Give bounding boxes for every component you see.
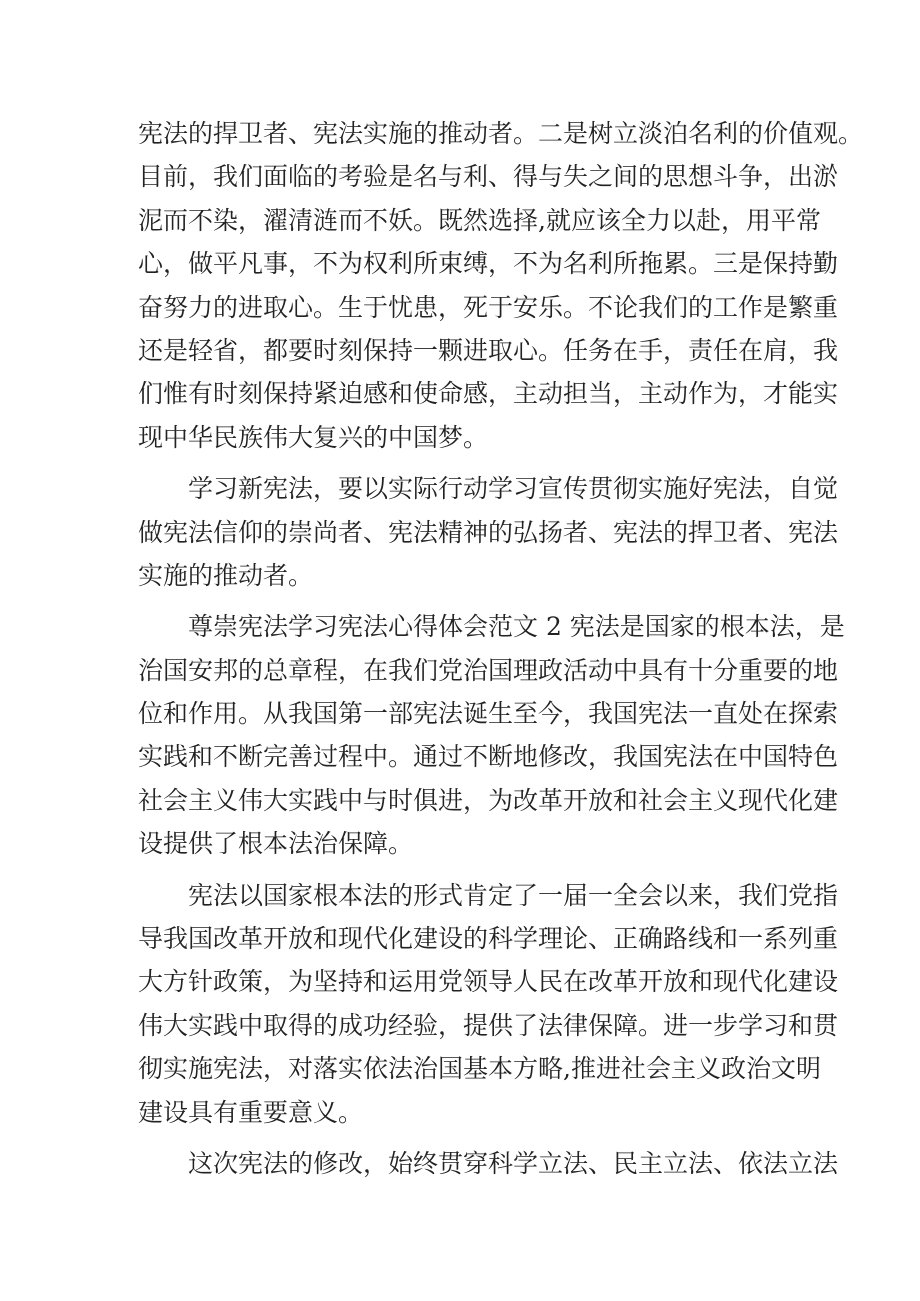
paragraph-line: 大方针政策，为坚持和运用党领导人民在改革开放和现代化建设 xyxy=(138,967,839,997)
paragraph xyxy=(138,467,839,597)
paragraph-line: 心，做平凡事，不为权利所束缚，不为名利所拖累。三是保持勤 xyxy=(138,249,839,279)
paragraph xyxy=(138,874,839,1134)
paragraph-line: 治国安邦的总章程，在我们党治国理政活动中具有十分重要的地 xyxy=(138,655,839,685)
paragraph-gap xyxy=(138,866,790,874)
paragraph-line: 设提供了根本法治保障。 xyxy=(138,829,414,859)
paragraph xyxy=(138,112,864,459)
paragraph-line: 宪法以国家根本法的形式肯定了一届一全会以来，我们党指 xyxy=(188,880,839,910)
paragraph-gap xyxy=(138,459,790,467)
paragraph-line: 学习新宪法，要以实际行动学习宣传贯彻实施好宪法，自觉 xyxy=(188,474,839,504)
paragraph-line: 宪法的捍卫者、宪法实施的推动者。二是树立淡泊名利的价值观。 xyxy=(138,119,864,148)
paragraph-line: 奋努力的进取心。生于忧患，死于安乐。不论我们的工作是繁重 xyxy=(138,292,839,322)
paragraph-line: 建设具有重要意义。 xyxy=(138,1097,364,1127)
paragraph-line: 位和作用。从我国第一部宪法诞生至今，我国宪法一直处在探索 xyxy=(138,699,839,729)
paragraph-line: 伟大实践中取得的成功经验，提供了法律保障。进一步学习和贯 xyxy=(138,1010,839,1040)
paragraph-line: 社会主义伟大实践中与时俱进，为改革开放和社会主义现代化建 xyxy=(138,785,839,815)
paragraph-gap xyxy=(138,1134,790,1142)
paragraph-line: 做宪法信仰的崇尚者、宪法精神的弘扬者、宪法的捍卫者、宪法 xyxy=(138,517,839,547)
paragraph-line: 实践和不断完善过程中。通过不断地修改，我国宪法在中国特色 xyxy=(138,742,839,772)
paragraph-line: 实施的推动者。 xyxy=(138,560,314,590)
paragraph xyxy=(138,605,845,865)
document-body xyxy=(138,112,864,1185)
paragraph-line: 这次宪法的修改，始终贯穿科学立法、民主立法、依法立法 xyxy=(188,1148,839,1178)
paragraph-line: 泥而不染，濯清涟而不妖。既然选择,就应该全力以赴，用平常 xyxy=(138,205,821,235)
paragraph-line: 导我国改革开放和现代化建设的科学理论、正确路线和一系列重 xyxy=(138,924,839,954)
paragraph-line: 还是轻省，都要时刻保持一颗进取心。任务在手，责任在肩，我 xyxy=(138,335,839,365)
paragraph xyxy=(138,1142,839,1185)
paragraph-gap xyxy=(138,597,790,605)
paragraph-line: 们惟有时刻保持紧迫感和使命感，主动担当，主动作为，才能实 xyxy=(138,379,839,409)
paragraph-line: 彻实施宪法，对落实依法治国基本方略,推进社会主义政治文明 xyxy=(138,1054,821,1084)
paragraph-line: 尊崇宪法学习宪法心得体会范文 2 宪法是国家的根本法，是 xyxy=(188,612,845,642)
paragraph-line: 目前，我们面临的考验是名与利、得与失之间的思想斗争，出淤 xyxy=(138,162,839,192)
paragraph-line: 现中华民族伟大复兴的中国梦。 xyxy=(138,422,489,452)
